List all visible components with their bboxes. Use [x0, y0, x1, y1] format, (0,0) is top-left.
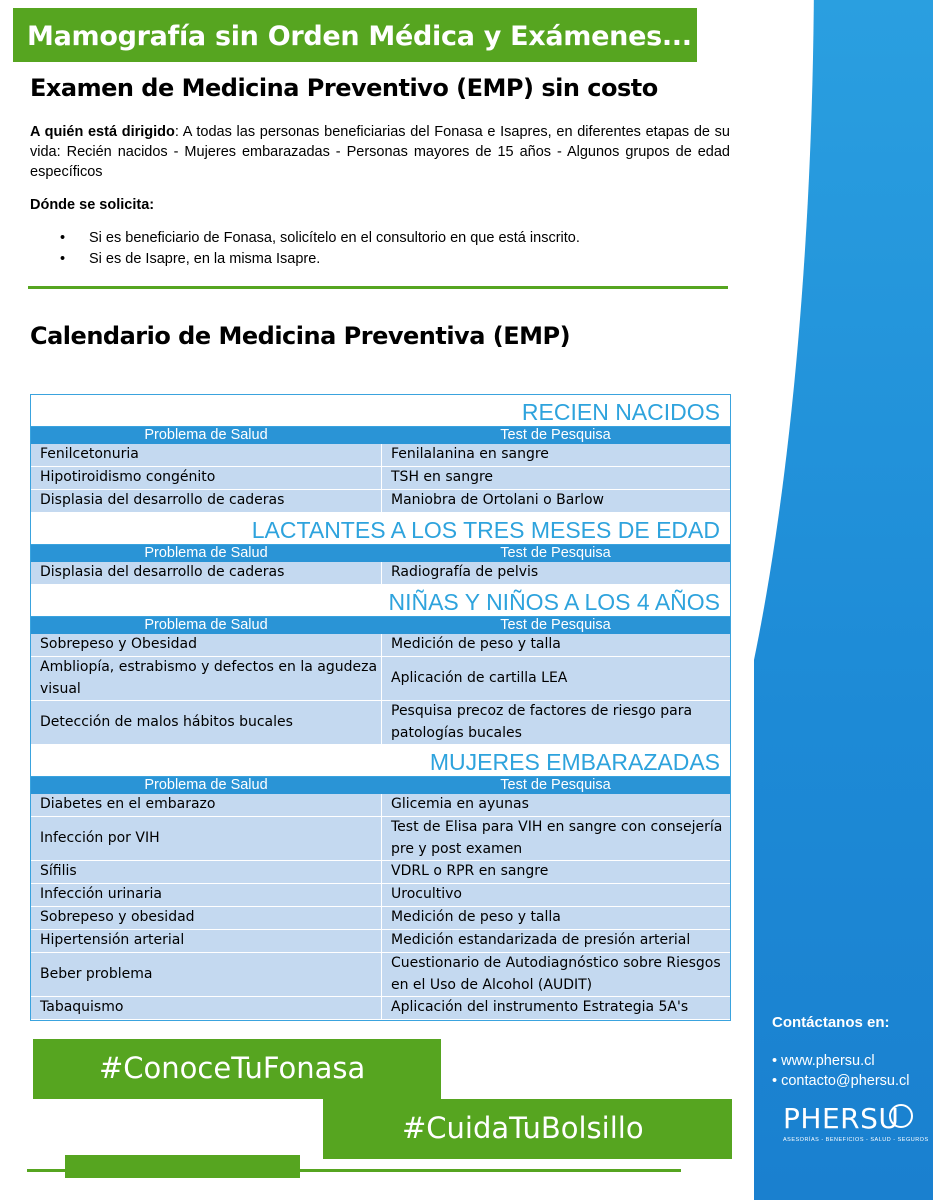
- cell-test: VDRL o RPR en sangre: [391, 863, 549, 880]
- cell-problema: Sobrepeso y Obesidad: [31, 634, 382, 656]
- hashtag-banner-2: [323, 1099, 732, 1159]
- table-row: [31, 817, 730, 861]
- column-header-test: Test de Pesquisa: [500, 545, 611, 561]
- cell-test: Maniobra de Ortolani o Barlow: [391, 492, 604, 509]
- cell-problema: Tabaquismo: [31, 997, 382, 1019]
- cell-problema: Hipotiroidismo congénito: [31, 467, 382, 489]
- cell-test: Radiografía de pelvis: [391, 564, 539, 581]
- table-row: [31, 930, 730, 953]
- cell-test: TSH en sangre: [391, 469, 494, 486]
- table-row: [31, 794, 730, 817]
- column-header-problema: Problema de Salud: [144, 617, 268, 633]
- column-header-problema: Problema de Salud: [144, 777, 268, 793]
- table-row: [31, 861, 730, 884]
- cell-test: Medición de peso y talla: [391, 636, 561, 653]
- list-item: • Si es de Isapre, en la misma Isapre.: [60, 249, 580, 270]
- cell-test: Fenilalanina en sangre: [391, 446, 549, 463]
- table-row: [31, 467, 730, 490]
- table-row: [31, 997, 730, 1020]
- cell-problema: Infección urinaria: [31, 884, 382, 906]
- table-row: [31, 444, 730, 467]
- cell-test: Medición de peso y talla: [391, 909, 561, 926]
- logo-swirl-icon: [889, 1104, 913, 1128]
- page-banner: Mamografía sin Orden Médica y Exámenes...: [13, 8, 697, 62]
- cell-problema: Displasia del desarrollo de caderas: [31, 490, 382, 512]
- cell-problema: Beber problema: [31, 953, 382, 996]
- decor-block: [65, 1155, 300, 1178]
- calendar-table: [30, 394, 731, 1021]
- divider: [28, 286, 728, 289]
- cell-problema: Displasia del desarrollo de caderas: [31, 562, 382, 584]
- section-title: RECIEN NACIDOS: [31, 395, 730, 427]
- table-row: [31, 884, 730, 907]
- list-item: • Si es beneficiario de Fonasa, solicítelo en el consultorio en que está inscrito.: [60, 228, 580, 249]
- bottom-rule: [27, 1169, 681, 1172]
- table-row: [31, 490, 730, 513]
- cell-problema: Detección de malos hábitos bucales: [31, 701, 382, 744]
- table-row: [31, 634, 730, 657]
- phersu-logo: [783, 1102, 929, 1143]
- contact-title: Contáctanos en:: [772, 1014, 890, 1031]
- cell-test: Urocultivo: [391, 886, 462, 903]
- logo-wordmark: PHERSU: [783, 1102, 900, 1135]
- cell-problema: Diabetes en el embarazo: [31, 794, 382, 816]
- cell-problema: Hipertensión arterial: [31, 930, 382, 952]
- cell-test: Test de Elisa para VIH en sangre con consejería pre y post examen: [391, 819, 723, 857]
- logo-tagline: ASESORÍAS - BENEFICIOS - SALUD - SEGUROS: [783, 1137, 929, 1143]
- hashtag-cuida: #CuidaTuBolsillo: [402, 1111, 644, 1145]
- cell-test: Pesquisa precoz de factores de riesgo para patologías bucales: [391, 703, 693, 741]
- hashtag-conoce: #ConoceTuFonasa: [99, 1051, 366, 1085]
- cell-problema: Sífilis: [31, 861, 382, 883]
- column-header-test: Test de Pesquisa: [500, 777, 611, 793]
- emp-title: Examen de Medicina Preventivo (EMP) sin costo: [30, 74, 658, 102]
- section-title: NIÑAS Y NIÑOS A LOS 4 AÑOS: [31, 585, 730, 617]
- table-row: [31, 953, 730, 997]
- dirigido-paragraph: [30, 122, 730, 182]
- cell-test: Aplicación del instrumento Estrategia 5A's: [391, 999, 689, 1016]
- column-header-row: [31, 545, 730, 562]
- table-row: [31, 562, 730, 585]
- dirigido-text: : A todas las personas beneficiarias del Fonasa e Isapres, en diferentes etapas de su vida: Recién nacidos - Mujeres embarazadas - Personas mayores de 15 años - Algunos grupos de edad específicos: [30, 124, 730, 180]
- column-header-test: Test de Pesquisa: [500, 617, 611, 633]
- cell-test: Medición estandarizada de presión arterial: [391, 932, 691, 949]
- contact-email-link[interactable]: • contacto@phersu.cl: [772, 1073, 910, 1089]
- contact-web-link[interactable]: • www.phersu.cl: [772, 1053, 875, 1069]
- cell-test: Cuestionario de Autodiagnóstico sobre Riesgos en el Uso de Alcohol (AUDIT): [391, 955, 721, 993]
- cell-problema: Fenilcetonuria: [31, 444, 382, 466]
- cell-problema: Sobrepeso y obesidad: [31, 907, 382, 929]
- contact-block: [772, 1013, 909, 1091]
- cell-problema: Ambliopía, estrabismo y defectos en la agudeza visual: [31, 657, 382, 700]
- dirigido-label: A quién está dirigido: [30, 124, 175, 140]
- column-header-row: [31, 777, 730, 794]
- section-title: MUJERES EMBARAZADAS: [31, 745, 730, 777]
- hashtag-banner-1: [33, 1039, 441, 1099]
- section-title: LACTANTES A LOS TRES MESES DE EDAD: [31, 513, 730, 545]
- cell-problema: Infección por VIH: [31, 817, 382, 860]
- table-row: [31, 907, 730, 930]
- column-header-test: Test de Pesquisa: [500, 427, 611, 443]
- donde-label: Dónde se solicita:: [30, 197, 155, 213]
- column-header-problema: Problema de Salud: [144, 427, 268, 443]
- cell-test: Aplicación de cartilla LEA: [391, 669, 568, 686]
- calendar-title: Calendario de Medicina Preventiva (EMP): [30, 322, 571, 350]
- column-header-problema: Problema de Salud: [144, 545, 268, 561]
- column-header-row: [31, 427, 730, 444]
- column-header-row: [31, 617, 730, 634]
- cell-test: Glicemia en ayunas: [391, 796, 529, 813]
- donde-list: [60, 228, 580, 270]
- table-row: [31, 701, 730, 745]
- table-row: [31, 657, 730, 701]
